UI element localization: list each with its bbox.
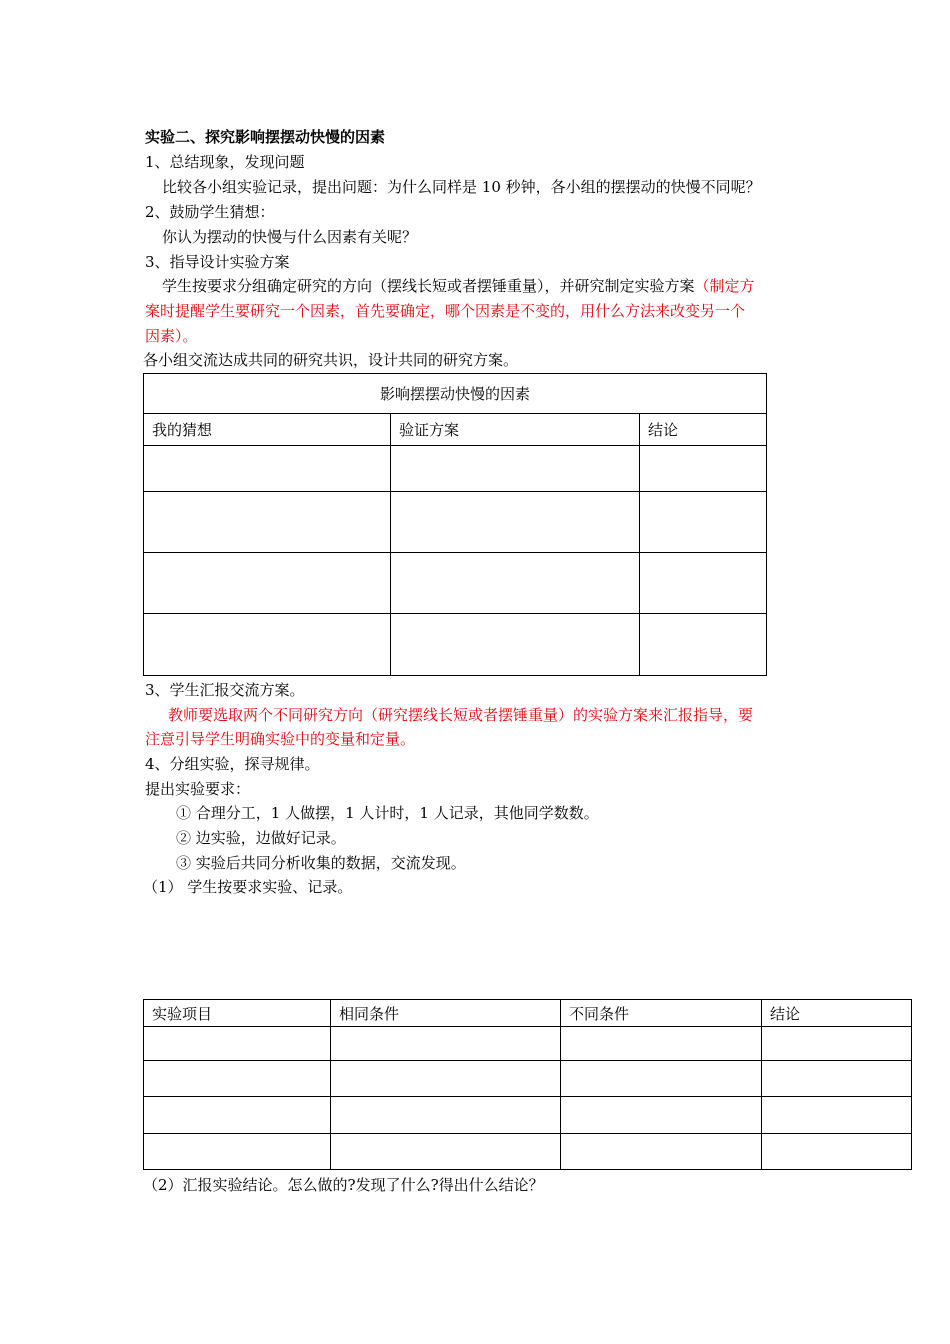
table-cell[interactable]: [144, 446, 391, 492]
table-cell[interactable]: [561, 1027, 762, 1061]
table-cell[interactable]: [391, 614, 640, 676]
table-cell[interactable]: [144, 1134, 331, 1170]
factor-table: [143, 373, 767, 676]
step3-text-black: 学生按要求分组确定研究的方向（摆线长短或者摆锤重量），并研究制定实验方案: [162, 277, 695, 295]
requirement-item: ② 边实验，边做好记录。: [176, 829, 346, 847]
table-cell[interactable]: [561, 1061, 762, 1097]
table-cell[interactable]: [331, 1027, 561, 1061]
step1-heading: 1、总结现象，发现问题: [145, 153, 305, 171]
step4-requirements: 提出实验要求：: [145, 780, 251, 798]
table-cell[interactable]: [391, 492, 640, 553]
requirement-item: ① 合理分工，1 人做摆，1 人计时，1 人记录，其他同学数数。: [176, 804, 599, 822]
table-cell[interactable]: [144, 1097, 331, 1134]
factor-table-title: 影响摆摆动快慢的因素: [144, 374, 767, 414]
header-conclusion: 结论: [640, 414, 767, 446]
step1-text: 比较各小组实验记录，提出问题：为什么同样是 10 秒钟，各小组的摆摆动的快慢不同呢？: [162, 178, 761, 196]
step4-substep2: （2）汇报实验结论。怎么做的?发现了什么?得出什么结论？: [143, 1176, 544, 1194]
table-row: [144, 1097, 912, 1134]
table-cell[interactable]: [144, 492, 391, 553]
table-cell[interactable]: [640, 614, 767, 676]
header-item: 实验项目: [144, 1000, 331, 1027]
table-cell[interactable]: [561, 1097, 762, 1134]
step3-red-line2: 案时提醒学生要研究一个因素，首先要确定，哪个因素是不变的，用什么方法来改变另一个: [145, 302, 746, 320]
table-row: [144, 1134, 912, 1170]
header-same-condition: 相同条件: [331, 1000, 561, 1027]
table-cell[interactable]: [144, 1027, 331, 1061]
step4-substep1: （1） 学生按要求实验、记录。: [143, 878, 353, 896]
experiment-record-table: [143, 999, 912, 1170]
table-cell[interactable]: [331, 1061, 561, 1097]
table-cell[interactable]: [762, 1134, 912, 1170]
table-cell[interactable]: [331, 1097, 561, 1134]
step2-text: 你认为摆动的快慢与什么因素有关呢？: [162, 228, 418, 246]
table-cell[interactable]: [561, 1134, 762, 1170]
header-different-condition: 不同条件: [561, 1000, 762, 1027]
table-cell[interactable]: [144, 614, 391, 676]
table-cell[interactable]: [144, 553, 391, 614]
table-row: [144, 1027, 912, 1061]
step3-text: [162, 276, 755, 296]
step4-heading: 4、分组实验，探寻规律。: [145, 755, 320, 773]
header-guess: 我的猜想: [144, 414, 391, 446]
header-plan: 验证方案: [391, 414, 640, 446]
step2-heading: 2、鼓励学生猜想：: [145, 203, 275, 221]
table-row: [144, 553, 767, 614]
step3-heading: 3、指导设计实验方案: [145, 253, 290, 271]
table-row: [144, 1061, 912, 1097]
step3b-red-line1: 教师要选取两个不同研究方向（研究摆线长短或者摆锤重量）的实验方案来汇报指导，要: [168, 706, 754, 724]
table-cell[interactable]: [640, 446, 767, 492]
step3-text-red: （制定方: [694, 277, 755, 295]
table-row: [144, 446, 767, 492]
table-cell[interactable]: [391, 446, 640, 492]
step3-summary: 各小组交流达成共同的研究共识，设计共同的研究方案。: [143, 351, 519, 369]
table-cell[interactable]: [762, 1097, 912, 1134]
table-row: [144, 614, 767, 676]
table-cell[interactable]: [762, 1027, 912, 1061]
requirement-item: ③ 实验后共同分析收集的数据，交流发现。: [176, 854, 466, 872]
table-cell[interactable]: [144, 1061, 331, 1097]
table-cell[interactable]: [331, 1134, 561, 1170]
section-title: 实验二、探究影响摆摆动快慢的因素: [145, 128, 386, 146]
table-row: [144, 492, 767, 553]
table-cell[interactable]: [640, 553, 767, 614]
table-cell[interactable]: [391, 553, 640, 614]
table-cell[interactable]: [640, 492, 767, 553]
step3b-red-line2: 注意引导学生明确实验中的变量和定量。: [145, 730, 416, 748]
step3b-heading: 3、学生汇报交流方案。: [145, 681, 305, 699]
table-cell[interactable]: [762, 1061, 912, 1097]
header-conclusion: 结论: [762, 1000, 912, 1027]
step3-red-line3: 因素）。: [145, 327, 198, 345]
